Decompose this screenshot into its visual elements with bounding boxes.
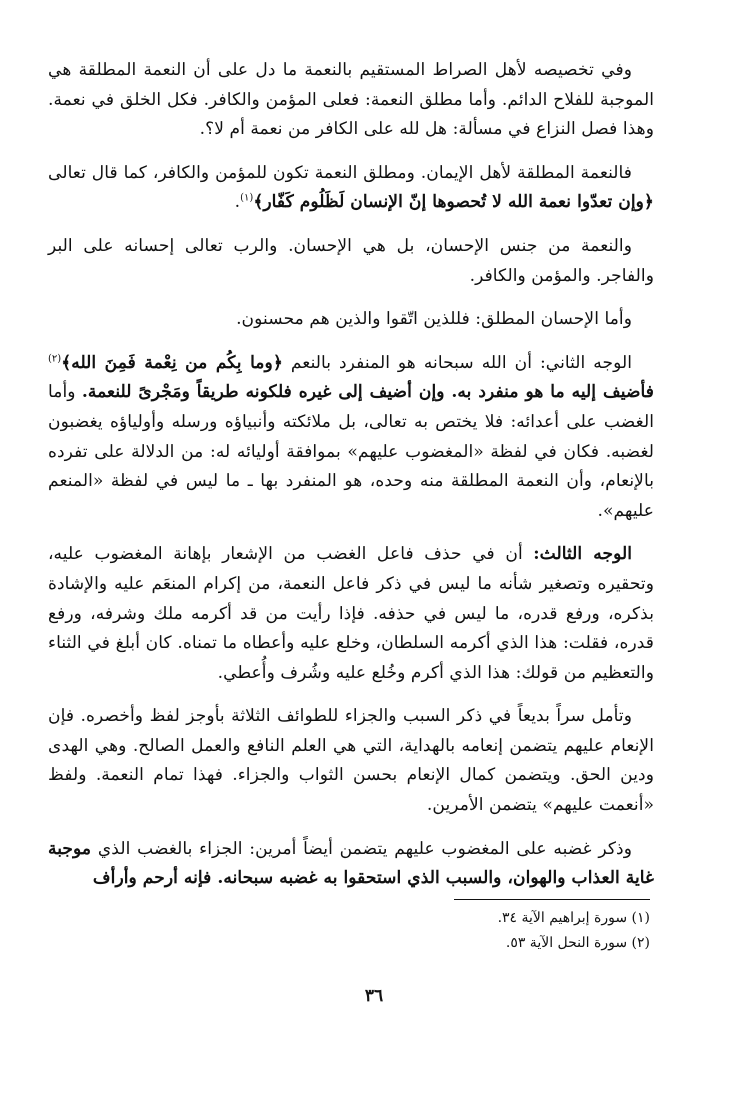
footnote-1 — [400, 906, 650, 931]
paragraph — [48, 305, 654, 335]
bold-text: الوجه الثالث: — [533, 544, 632, 565]
text-run: وتأمل سراً بديعاً في ذكر السبب والجزاء للطوائف الثلاثة بأوجز لفظ وأخصره. فإن الإنعام عليهم يتضمن إنعامه بالهداية، التي هي العلم النافع والعمل الصالح. وهي الهدى ودين الحق. ويتضمن كمال الإنعام بحسن الثواب والجزاء. فهذا تمام النعمة. ولفظ «أنعمت عليهم» يتضمن الأمرين. — [48, 706, 654, 816]
paragraph — [48, 702, 654, 820]
bold-text: فأضيف إليه ما هو منفرد به. وإن أضيف إلى غيره فلكونه طريقاً ومَجْرىً للنعمة. — [81, 382, 654, 403]
text-run: أن في حذف فاعل الغضب من الإشعار بإهانة المغضوب عليه، وتحقيره وتصغير شأنه ما ليس في ذكر فاعل النعمة، من إكرام المنعَم عليه والإشادة بذكره، ورفع قدره، ما ليس في حذفه. فإذا رأيت من قد أكرمه ملك وشرفه، ورفع قدره، فقلت: هذا الذي أكرمه السلطان، وخلع عليه وأعطاه ما تمناه. كان أبلغ في الثناء والتعظيم من قولك: هذا الذي أكرم وخُلع عليه وشُرف وأُعطي. — [48, 544, 654, 683]
footnote-2 — [400, 931, 650, 956]
footnotes — [400, 906, 650, 956]
text-run: وذكر غضبه على المغضوب عليهم يتضمن أيضاً أمرين: الجزاء بالغضب الذي — [91, 838, 632, 859]
main-text — [48, 56, 654, 894]
footnote-divider — [454, 899, 650, 900]
footnote-text: سورة النحل الآية ٥٣. — [505, 935, 628, 951]
paragraph — [48, 349, 654, 527]
text-run: وفي تخصيصه لأهل الصراط المستقيم بالنعمة ما دل على أن النعمة المطلقة هي الموجبة للفلاح الدائم. وأما مطلق النعمة: فعلى المؤمن والكافر. فكل الخلق في نعمة. وهذا فصل النزاع في مسألة: هل لله على الكافر من نعمة أم لا؟. — [48, 60, 654, 140]
bold-text: ﴿وما بِكُم من نِعْمة فَمِنَ الله﴾ — [61, 352, 283, 373]
footnote-marker: (١) — [631, 910, 650, 926]
footnote-text: سورة إبراهيم الآية ٣٤. — [497, 910, 628, 926]
text-run: والنعمة من جنس الإحسان، بل هي الإحسان. والرب تعالى إحسانه على البر والفاجر. والمؤمن والكافر. — [48, 235, 654, 286]
paragraph — [48, 56, 654, 145]
page-number: ٣٦ — [364, 986, 384, 1006]
paragraph — [48, 159, 654, 218]
paragraph — [48, 835, 654, 894]
text-run: فالنعمة المطلقة لأهل الإيمان. ومطلق النعمة تكون للمؤمن والكافر، كما قال تعالى — [48, 162, 632, 183]
bold-text: ﴿وإن تعدّوا نعمة الله لا تُحصوها إنّ الإنسان لَظَلُوم كَفّار﴾ — [253, 192, 654, 213]
paragraph — [48, 232, 654, 291]
paragraph — [48, 540, 654, 688]
footnote-marker: (٢) — [631, 935, 650, 951]
footnote-reference: (١) — [240, 192, 254, 204]
text-run: . — [234, 192, 241, 213]
footnote-reference: (٢) — [48, 353, 62, 365]
text-run: وأما الغضب على أعدائه: فلا يختص به تعالى، بل ملائكته وأنبياؤه ورسله وأولياؤه يغضبون لغضبه. فكان في لفظة «المغضوب عليهم» بموافقة أوليائه له: من الدلالة على تفرده بالإنعام، وأن النعمة المطلقة منه وحده، هو المنفرد بها ـ ما ليس في لفظة «المنعم عليهم». — [48, 382, 654, 521]
bold-text: موجبة غاية العذاب والهوان، والسبب الذي استحقوا به غضبه سبحانه. فإنه أرحم وأرأف — [48, 838, 654, 889]
text-run: وأما الإحسان المطلق: فللذين اتّقوا والذين هم محسنون. — [236, 309, 632, 330]
text-run: الوجه الثاني: أن الله سبحانه هو المنفرد بالنعم — [282, 352, 632, 373]
